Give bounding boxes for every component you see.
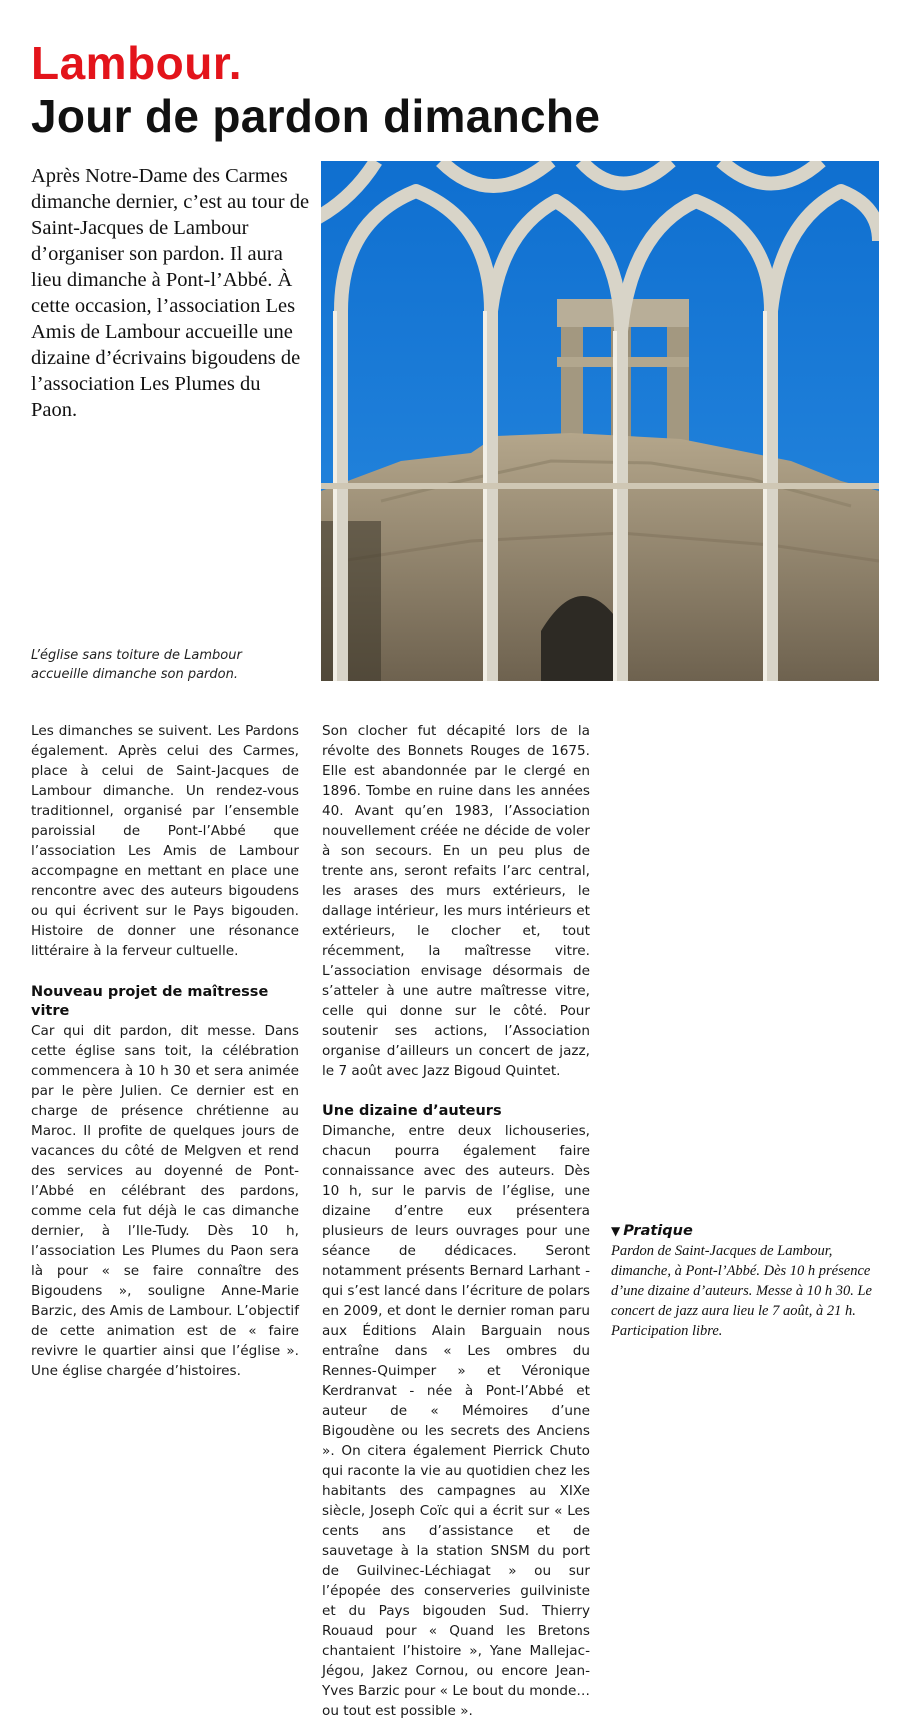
triangle-down-icon: ▼	[611, 1224, 621, 1238]
section2-paragraph: Dimanche, entre deux lichouseries, chacun pourra également faire connaissance avec des auteurs. Dès 10 h, sur le parvis de l’église, une dizaine d’entre eux présentera plusieurs de leurs ouvrages pour une séance de dédicaces. Seront notamment présents Bernard Larhant - qui s’est lancé dans l’écriture de polars en 2009, et dont le dernier roman paru aux Éditions Alain Barguain nous entraîne dans « Les ombres du Rennes-Quimper » et Véronique Kerdranvat - née à Pont-l’Abbé et auteur de « Mémoires d’une Bigoudène ou les secrets des Anciens ». On citera également Pierrick Chuto qui raconte la vie au quotidien chez les habitants des campagnes au XIXe siècle, Joseph Coïc qui a écrit sur « Les cents ans d’assistance et de sauvetage à la station SNSM du port de Guilvinec-Léchiagat » ou sur l’épopée des conserveries guilviniste et du Pays bigouden Sud. Thierry Rouaud pour « Quand les Bretons chantaient l’histoire », Yane Mallejac-Jégou, Jakez Cornou, ou encore Jean-Yves Barzic pour « Le bout du monde… ou tout est possible ».	[322, 1123, 590, 1719]
section1-heading: Nouveau projet de maîtresse vitre	[31, 984, 269, 1019]
lead-paragraph: Après Notre-Dame des Carmes dimanche dernier, c’est au tour de Saint-Jacques de Lambour d’organiser son pardon. Il aura lieu dimanche à Pont-l’Abbé. À cette occasion, l’association Les Amis de Lambour accueille une dizaine d’écrivains bigoudens de l’association Les Plumes du Paon.	[31, 165, 310, 421]
article-column-3	[611, 721, 879, 1341]
practical-heading	[611, 1221, 879, 1241]
photo-caption: L’église sans toiture de Lambour accueille dimanche son pardon.	[31, 648, 242, 682]
section2-heading: Une dizaine d’auteurs	[322, 1103, 502, 1119]
photo-illustration	[321, 161, 879, 681]
headline-title: Jour de pardon dimanche	[31, 90, 601, 142]
intro-paragraph: Les dimanches se suivent. Les Pardons également. Après celui des Carmes, place à celui de Saint-Jacques de Lambour dimanche. Un rendez-vous traditionnel, organisé par l’ensemble paroissial de Pont-l’Abbé que l’association Les Amis de Lambour accompagne en mettant en place une rencontre avec des auteurs bigoudens ou qui écrivent sur le Pays bigouden. Histoire de donner une résonance littéraire à la ferveur cultuelle.	[31, 723, 299, 959]
section1-paragraph-2: Son clocher fut décapité lors de la révolte des Bonnets Rouges de 1675. Elle est abandonnée par le clergé en 1896. Tombe en ruine dans les années 40. Avant qu’en 1983, l’Association nouvellement créée ne décide de voler à son secours. En un peu plus de trente ans, seront refaits l’arc central, les arases des murs extérieurs, le dallage intérieur, les murs intérieurs et extérieurs, le clocher et, tout récemment, la maîtresse vitre. L’association envisage désormais de s’atteler à une autre maîtresse vitre, celle qui donne sur le côté. Pour soutenir ses actions, l’Association organise d’ailleurs un concert de jazz, le 7 août avec Jazz Bigoud Quintet.	[322, 723, 590, 1079]
practical-info-box	[611, 1221, 879, 1341]
practical-text: Pardon de Saint-Jacques de Lambour, dimanche, à Pont-l’Abbé. Dès 10 h présence d’une dizaine d’auteurs. Messe à 10 h 30. Le concert de jazz aura lieu le 7 août, à 21 h. Participation libre.	[611, 1243, 872, 1339]
headline-kicker: Lambour.	[31, 37, 243, 89]
horizontal-bar-shape	[321, 483, 879, 489]
section1-paragraph-1: Car qui dit pardon, dit messe. Dans cette église sans toit, la célébration commencera à 10 h 30 et sera animée par le père Julien. Ce dernier est en charge de présence chrétienne au Maroc. Il profite de quelques jours de vacances du côté de Melgven et rend des services au doyenné de Pont-l’Abbé en célébrant des pardons, comme cela fut déjà le cas dimanche dernier, à l’Ile-Tudy. Dès 10 h, l’association Les Plumes du Paon sera là pour « se faire connaître des Bigoudens », souligne Anne-Marie Barzic, des Amis de Lambour. L’objectif de cette animation est de « faire revivre le quartier ainsi que l’église ». Une église chargée d’histoires.	[31, 1023, 299, 1379]
article-column-2	[322, 721, 590, 1721]
article-column-1	[31, 721, 299, 1381]
church-ruin-photo	[321, 161, 879, 681]
practical-title: Pratique	[623, 1223, 693, 1239]
